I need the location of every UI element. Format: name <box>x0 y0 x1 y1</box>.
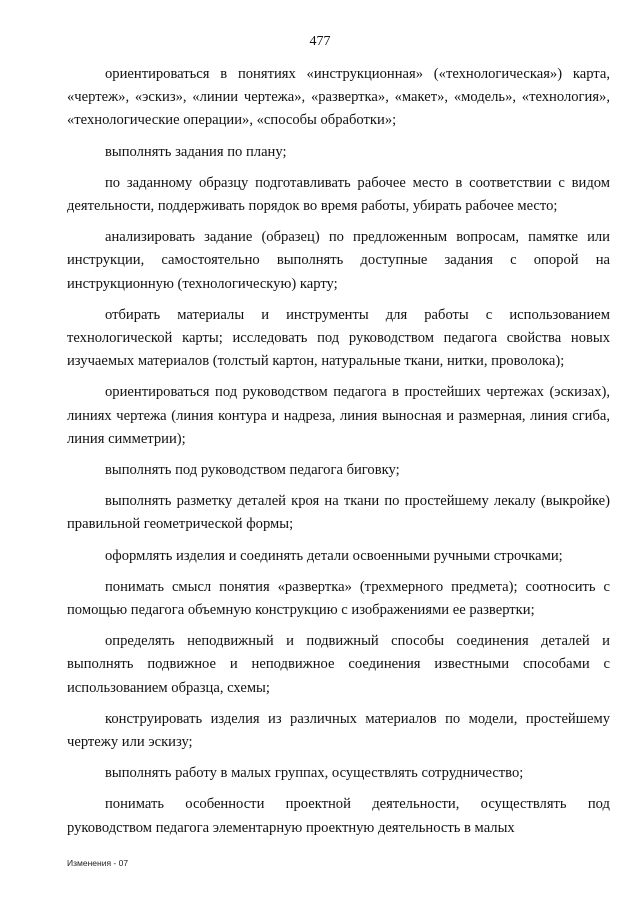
paragraph: ориентироваться под руководством педагога в простейших чертежах (эскизах), линиях чертежа (линия контура и надреза, линия выносная и размерная, линия сгиба, линия симметрии); <box>67 384 610 447</box>
document-body <box>67 63 610 848</box>
paragraph: выполнять задания по плану; <box>105 143 287 160</box>
paragraph: по заданному образцу подготавливать рабочее место в соответствии с видом деятельности, поддерживать порядок во время работы, убирать рабочее место; <box>67 174 610 215</box>
paragraph: выполнять разметку деталей кроя на ткани по простейшему лекалу (выкройке) правильной геометрической формы; <box>67 493 610 533</box>
paragraph: оформлять изделия и соединять детали освоенными ручными строчками; <box>105 547 563 564</box>
paragraph: понимать смысл понятия «развертка» (трехмерного предмета); соотносить с помощью педагога объемную конструкцию с изображениями ее развертки; <box>67 578 610 619</box>
footer-note: Изменения - 07 <box>67 858 129 868</box>
paragraph: понимать особенности проектной деятельности, осуществлять под руководством педагога элементарную проектную деятельность в малых <box>67 796 610 836</box>
paragraph: выполнять под руководством педагога биговку; <box>105 462 400 479</box>
paragraph: конструировать изделия из различных материалов по модели, простейшему чертежу или эскизу; <box>67 710 610 751</box>
paragraph: отбирать материалы и инструменты для работы с использованием технологической карты; исследовать под руководством педагога свойства новых изучаемых материалов (толстый картон, натуральные ткани, нитки, проволока); <box>67 306 610 370</box>
paragraph: определять неподвижный и подвижный способы соединения деталей и выполнять подвижное и неподвижное соединения известными способами с использованием образца, схемы; <box>67 633 610 696</box>
paragraph: выполнять работу в малых группах, осуществлять сотрудничество; <box>105 765 524 782</box>
paragraph: анализировать задание (образец) по предложенным вопросам, памятке или инструкции, самостоятельно выполнять доступные задания с опорой на инструкционную (технологическую) карту; <box>67 229 610 292</box>
page-number: 477 <box>309 34 331 49</box>
paragraph: ориентироваться в понятиях «инструкционная» («технологическая») карта, «чертеж», «эскиз», «линии чертежа», «развертка», «макет», «модель», «технология», «технологические операции», «способы обработки»; <box>67 66 610 129</box>
